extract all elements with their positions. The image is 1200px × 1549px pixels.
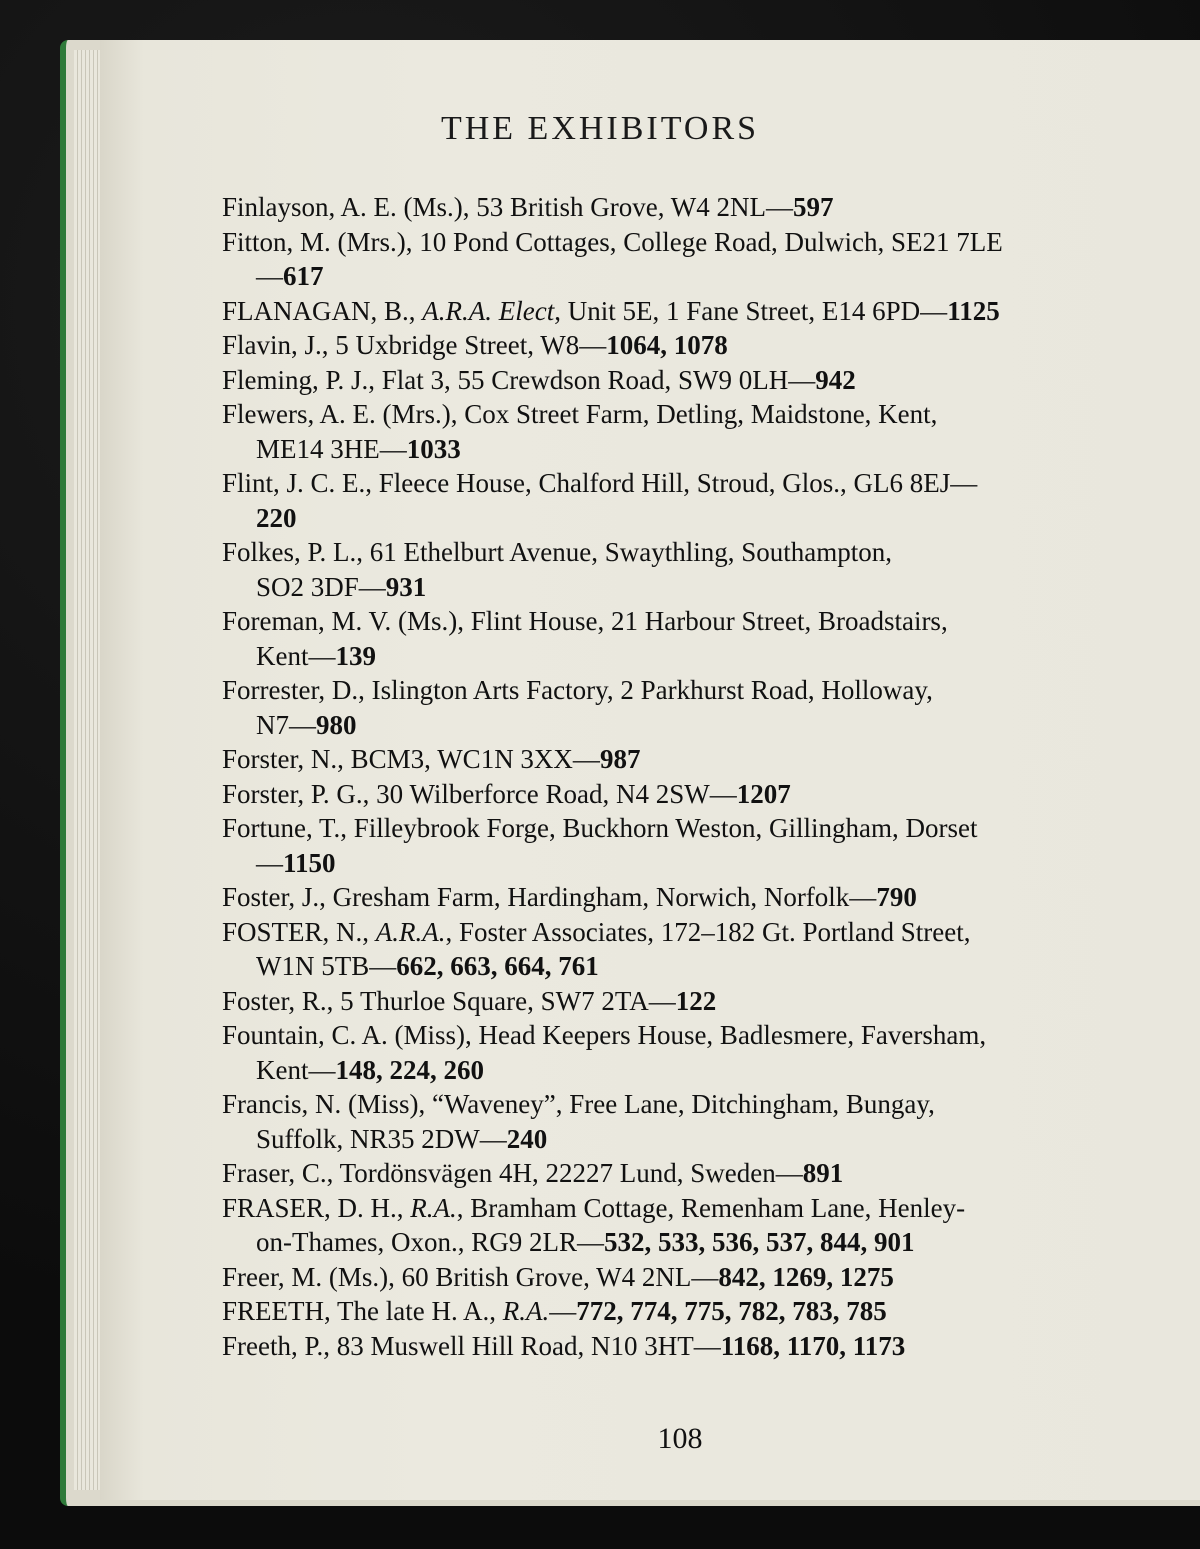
entry-continuation — [222, 708, 1180, 743]
entry-text: Fountain, C. A. (Miss), Head Keepers House, Badlesmere, Faversham, — [222, 1020, 987, 1050]
exhibitor-entry — [222, 294, 1180, 329]
catalogue-numbers: 1150 — [283, 847, 336, 878]
exhibitor-entry — [222, 984, 1180, 1019]
entry-text: SO2 3DF— — [256, 571, 386, 602]
exhibitor-entry — [222, 225, 1180, 294]
entry-text: Freer, M. (Ms.), 60 British Grove, W4 2NL— — [222, 1261, 719, 1292]
entry-text: Kent— — [256, 640, 336, 671]
exhibitor-entry — [222, 328, 1180, 363]
entry-text: Flewers, A. E. (Mrs.), Cox Street Farm, Detling, Maidstone, Kent, — [222, 399, 938, 429]
exhibitor-entry — [222, 466, 1180, 535]
entry-text: Fortune, T., Filleybrook Forge, Buckhorn Weston, Gillingham, Dorset — [222, 813, 978, 843]
entry-text: Fleming, P. J., Flat 3, 55 Crewdson Road, SW9 0LH— — [222, 364, 816, 395]
exhibitor-entry — [222, 1260, 1180, 1295]
entry-text: — — [549, 1296, 577, 1326]
entry-text: FREETH, The late H. A., — [222, 1296, 503, 1326]
exhibitor-entry — [222, 1329, 1180, 1364]
academy-title: A.R.A. Elect — [422, 295, 555, 326]
academy-title: R.A. — [502, 1296, 550, 1326]
catalogue-numbers: 1168, 1170, 1173 — [720, 1330, 906, 1361]
catalogue-numbers: 891 — [802, 1158, 844, 1188]
entry-text: FOSTER, N., — [222, 916, 376, 947]
catalogue-numbers: 942 — [815, 364, 856, 395]
exhibitor-entry — [222, 190, 1180, 225]
entry-continuation — [222, 1053, 1180, 1088]
catalogue-numbers: 1207 — [736, 778, 791, 809]
catalogue-numbers: 139 — [335, 640, 376, 671]
entry-text: Forrester, D., Islington Arts Factory, 2 Parkhurst Road, Holloway, — [222, 675, 933, 705]
catalogue-numbers: 790 — [876, 882, 917, 912]
entry-text: , Unit 5E, 1 Fane Street, E14 6PD— — [554, 295, 948, 326]
exhibitor-entry — [222, 1294, 1180, 1329]
exhibitor-entry — [222, 880, 1180, 915]
entry-continuation — [222, 570, 1180, 605]
exhibitor-entry — [222, 1156, 1180, 1191]
catalogue-numbers: 842, 1269, 1275 — [718, 1261, 894, 1292]
entry-text: Flint, J. C. E., Fleece House, Chalford Hill, Stroud, Glos., GL6 8EJ— — [222, 468, 978, 498]
catalogue-numbers: 662, 663, 664, 761 — [396, 951, 599, 981]
entry-text: Forster, N., BCM3, WC1N 3XX— — [222, 744, 600, 774]
entry-continuation — [222, 1225, 1180, 1260]
exhibitor-entry — [222, 1191, 1180, 1260]
catalogue-numbers: 597 — [792, 192, 834, 222]
catalogue-numbers: 1125 — [947, 295, 1000, 326]
exhibitor-entry — [222, 811, 1180, 880]
entry-text: Fraser, C., Tordönsvägen 4H, 22227 Lund, Sweden— — [222, 1158, 803, 1188]
catalogue-numbers: 532, 533, 536, 537, 844, 901 — [603, 1227, 915, 1257]
catalogue-numbers: 980 — [316, 709, 357, 740]
entry-text: Forster, P. G., 30 Wilberforce Road, N4 2SW— — [222, 778, 737, 809]
entry-text: FLANAGAN, B., — [222, 295, 423, 326]
entry-continuation — [222, 501, 1180, 536]
entry-continuation — [222, 949, 1180, 984]
entry-text: Folkes, P. L., 61 Ethelburt Avenue, Swaythling, Southampton, — [222, 537, 892, 567]
catalogue-numbers: 987 — [599, 744, 641, 774]
catalogue-numbers: 617 — [283, 261, 324, 291]
entry-text: Kent— — [256, 1054, 336, 1085]
entry-text: , Bramham Cottage, Remenham Lane, Henley- — [456, 1192, 966, 1223]
entry-text: Suffolk, NR35 2DW— — [256, 1123, 507, 1154]
exhibitor-entry — [222, 742, 1180, 777]
exhibitor-entry — [222, 363, 1180, 398]
entry-text: FRASER, D. H., — [222, 1192, 411, 1223]
entry-continuation — [222, 846, 1180, 881]
entry-text: Fitton, M. (Mrs.), 10 Pond Cottages, College Road, Dulwich, SE21 7LE — [222, 226, 1003, 257]
entry-text: Foster, J., Gresham Farm, Hardingham, Norwich, Norfolk— — [222, 882, 877, 912]
entry-continuation — [222, 639, 1180, 674]
exhibitor-entry — [222, 915, 1180, 984]
exhibitor-entry — [222, 1087, 1180, 1156]
exhibitor-entry — [222, 777, 1180, 812]
entry-text: N7— — [256, 709, 316, 740]
entry-text: ME14 3HE— — [256, 433, 407, 464]
entry-continuation — [222, 259, 1180, 294]
exhibitor-entry — [222, 397, 1180, 466]
entry-text: Flavin, J., 5 Uxbridge Street, W8— — [222, 330, 607, 360]
catalogue-numbers: 148, 224, 260 — [335, 1054, 484, 1085]
exhibitor-entry — [222, 535, 1180, 604]
entry-text: Finlayson, A. E. (Ms.), 53 British Grove, W4 2NL— — [222, 192, 793, 222]
entry-text: — — [256, 261, 283, 291]
entry-continuation — [222, 432, 1180, 467]
academy-title: R.A. — [410, 1192, 457, 1223]
exhibitor-list — [222, 190, 1180, 1363]
entry-text: Francis, N. (Miss), “Waveney”, Free Lane, Ditchingham, Bungay, — [222, 1089, 935, 1119]
entry-text: W1N 5TB— — [256, 951, 397, 981]
entry-text: Foreman, M. V. (Ms.), Flint House, 21 Harbour Street, Broadstairs, — [222, 606, 948, 636]
entry-text: Foster, R., 5 Thurloe Square, SW7 2TA— — [222, 985, 676, 1016]
catalogue-numbers: 1064, 1078 — [606, 330, 728, 360]
catalogue-numbers: 122 — [675, 985, 717, 1016]
entry-text: on-Thames, Oxon., RG9 2LR— — [256, 1227, 604, 1257]
exhibitor-entry — [222, 604, 1180, 673]
entry-text: — — [256, 847, 283, 878]
entry-text: Freeth, P., 83 Muswell Hill Road, N10 3HT— — [222, 1330, 721, 1361]
catalogue-numbers: 240 — [506, 1123, 548, 1154]
exhibitor-entry — [222, 1018, 1180, 1087]
exhibitor-entry — [222, 673, 1180, 742]
academy-title: A.R.A. — [375, 916, 446, 947]
entry-continuation — [222, 1122, 1180, 1157]
entry-text: , Foster Associates, 172–182 Gt. Portland Street, — [445, 916, 971, 947]
catalogue-numbers: 220 — [256, 502, 297, 533]
page-title: THE EXHIBITORS — [440, 110, 760, 147]
catalogue-numbers: 772, 774, 775, 782, 783, 785 — [576, 1296, 887, 1326]
page-number: 108 — [657, 1422, 703, 1455]
catalogue-numbers: 931 — [385, 571, 427, 602]
catalogue-numbers: 1033 — [406, 433, 461, 464]
